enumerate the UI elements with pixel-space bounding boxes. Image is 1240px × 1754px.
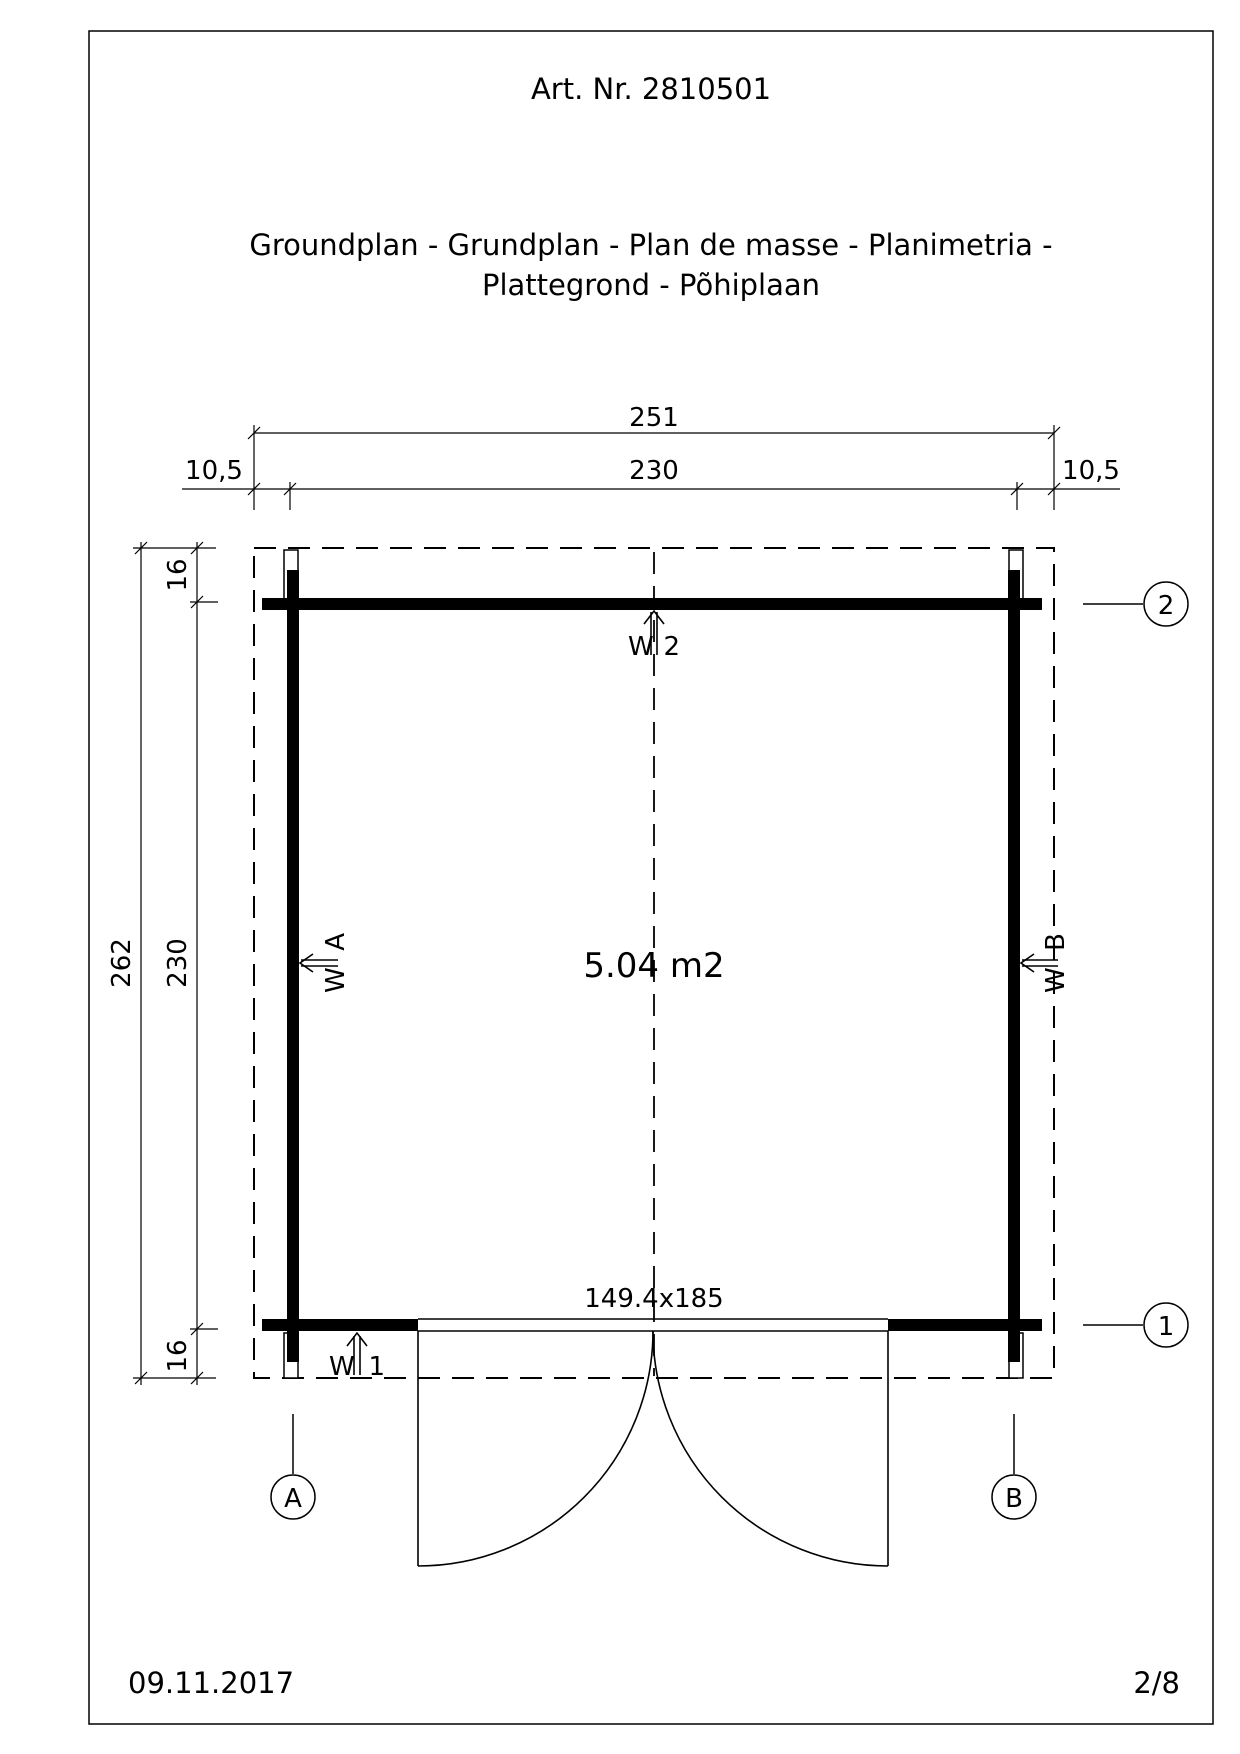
door-size-label: 149.4x185 — [584, 1284, 724, 1314]
dimension-overall-width: 251 — [629, 403, 679, 433]
plan-title-line-2: Plattegrond - Põhiplaan — [481, 268, 821, 302]
wall-bottom-left — [262, 1319, 418, 1331]
dimension-bottom-wall: 16 — [163, 1339, 193, 1373]
wall-tag-w1: W1 — [329, 1352, 385, 1382]
plan-title-line-1: Groundplan - Grundplan - Plan de masse - Planimetria - — [249, 228, 1053, 262]
dimension-inner-width: 230 — [629, 456, 679, 486]
top-dimension-inner — [182, 482, 1120, 510]
wall-top — [262, 598, 1042, 610]
wall-tag-wa: WA — [321, 933, 351, 993]
wall-tag-w2: W2 — [628, 632, 680, 662]
dimension-right-overhang: 10,5 — [1062, 456, 1120, 486]
axis-label-b: B — [1005, 1484, 1023, 1514]
wall-right — [1008, 570, 1020, 1362]
wall-bottom-right — [888, 1319, 1042, 1331]
drawing-date: 09.11.2017 — [128, 1666, 295, 1700]
left-dimension-inner — [190, 542, 218, 1385]
dimension-top-wall: 16 — [163, 558, 193, 592]
door-swing-left — [418, 1331, 653, 1566]
axis-label-1: 1 — [1157, 1312, 1175, 1342]
article-number: Art. Nr. 2810501 — [530, 72, 772, 106]
door-opening — [418, 1319, 888, 1566]
wall-tag-wb: WB — [1041, 933, 1071, 993]
dimension-overall-depth: 262 — [107, 938, 137, 988]
axis-label-2: 2 — [1157, 591, 1175, 621]
door-swing-right — [653, 1331, 888, 1566]
dimension-inner-depth: 230 — [163, 938, 193, 988]
axis-label-a: A — [284, 1484, 302, 1514]
page-number: 2/8 — [1133, 1666, 1180, 1700]
floor-area-label: 5.04 m2 — [583, 946, 725, 986]
wall-left — [287, 570, 299, 1362]
dimension-left-overhang: 10,5 — [185, 456, 243, 486]
